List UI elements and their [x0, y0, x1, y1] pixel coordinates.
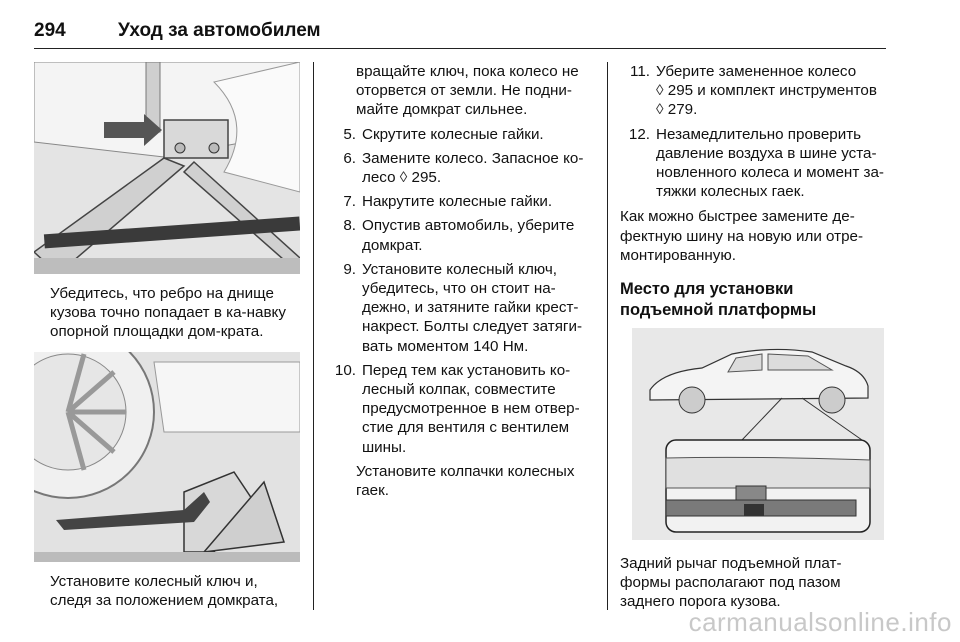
column-divider — [607, 62, 608, 610]
list-item: 6. Замените колесо. Запасное ко-лесо ◊ 295. — [343, 149, 584, 187]
header-rule — [34, 48, 886, 49]
page-header — [34, 6, 886, 48]
column-left — [34, 62, 300, 610]
figure-caption: Задний рычаг подъемной плат-формы располагают под пазом заднего порога кузова. — [620, 555, 842, 611]
column-right — [620, 62, 890, 612]
wheel-wrench-illustration — [34, 352, 300, 562]
page-number: 294 — [34, 20, 66, 41]
reference-icon: ◊ — [399, 169, 408, 187]
page-title: Уход за автомобилем — [118, 20, 321, 41]
paragraph: Как можно быстрее замените де-фектную шину на новую или отре-монтированную. — [620, 208, 864, 264]
column-middle — [326, 62, 596, 505]
figure-caption: Убедитесь, что ребро на днище кузова точно попадает в ка-навку опорной площадки дом-крата. — [50, 285, 286, 341]
figure-caption: Установите колесный ключ и, следя за положением домкрата, — [50, 572, 279, 609]
reference-icon: ◊ — [656, 101, 664, 119]
continuation-text: вращайте ключ, пока колесо не оторвется от земли. Не подни-майте домкрат сильнее. — [356, 63, 579, 119]
list-item: 8. Опустив автомобиль, уберите домкрат. — [343, 217, 575, 254]
lift-point-illustration — [632, 328, 884, 540]
list-item: 12. Незамедлительно проверить давление воздуха в шине уста-новленного колеса и момент за-тяжки колесных гаек. — [628, 125, 884, 201]
list-item: 7. Накрутите колесные гайки. — [343, 193, 553, 211]
column-divider — [313, 62, 314, 610]
list-item: 11. Уберите замененное колесо ◊ 295 и комплект инструментов ◊ 279. — [630, 63, 877, 119]
watermark: carmanualsonline.info — [688, 607, 952, 637]
jack-pad-illustration — [34, 62, 300, 274]
reference-icon: ◊ — [656, 82, 664, 100]
list-item: 9. Установите колесный ключ, убедитесь, что он стоит на-дежно, и затяните гайки крест-накрест. Болты следует затяги-вать моментом 140 Нм. — [343, 260, 583, 355]
list-item: 10. Перед тем как установить ко-лесный колпак, совместите предусмотренное в нем отвер-стие для вентиля с вентилем шины. — [334, 361, 580, 456]
list-item: 5. Скрутите колесные гайки. — [343, 125, 544, 143]
step-paragraph: Установите колпачки колесных гаек. — [356, 462, 575, 500]
section-heading: Место для установки подъемной платформы — [620, 280, 817, 319]
